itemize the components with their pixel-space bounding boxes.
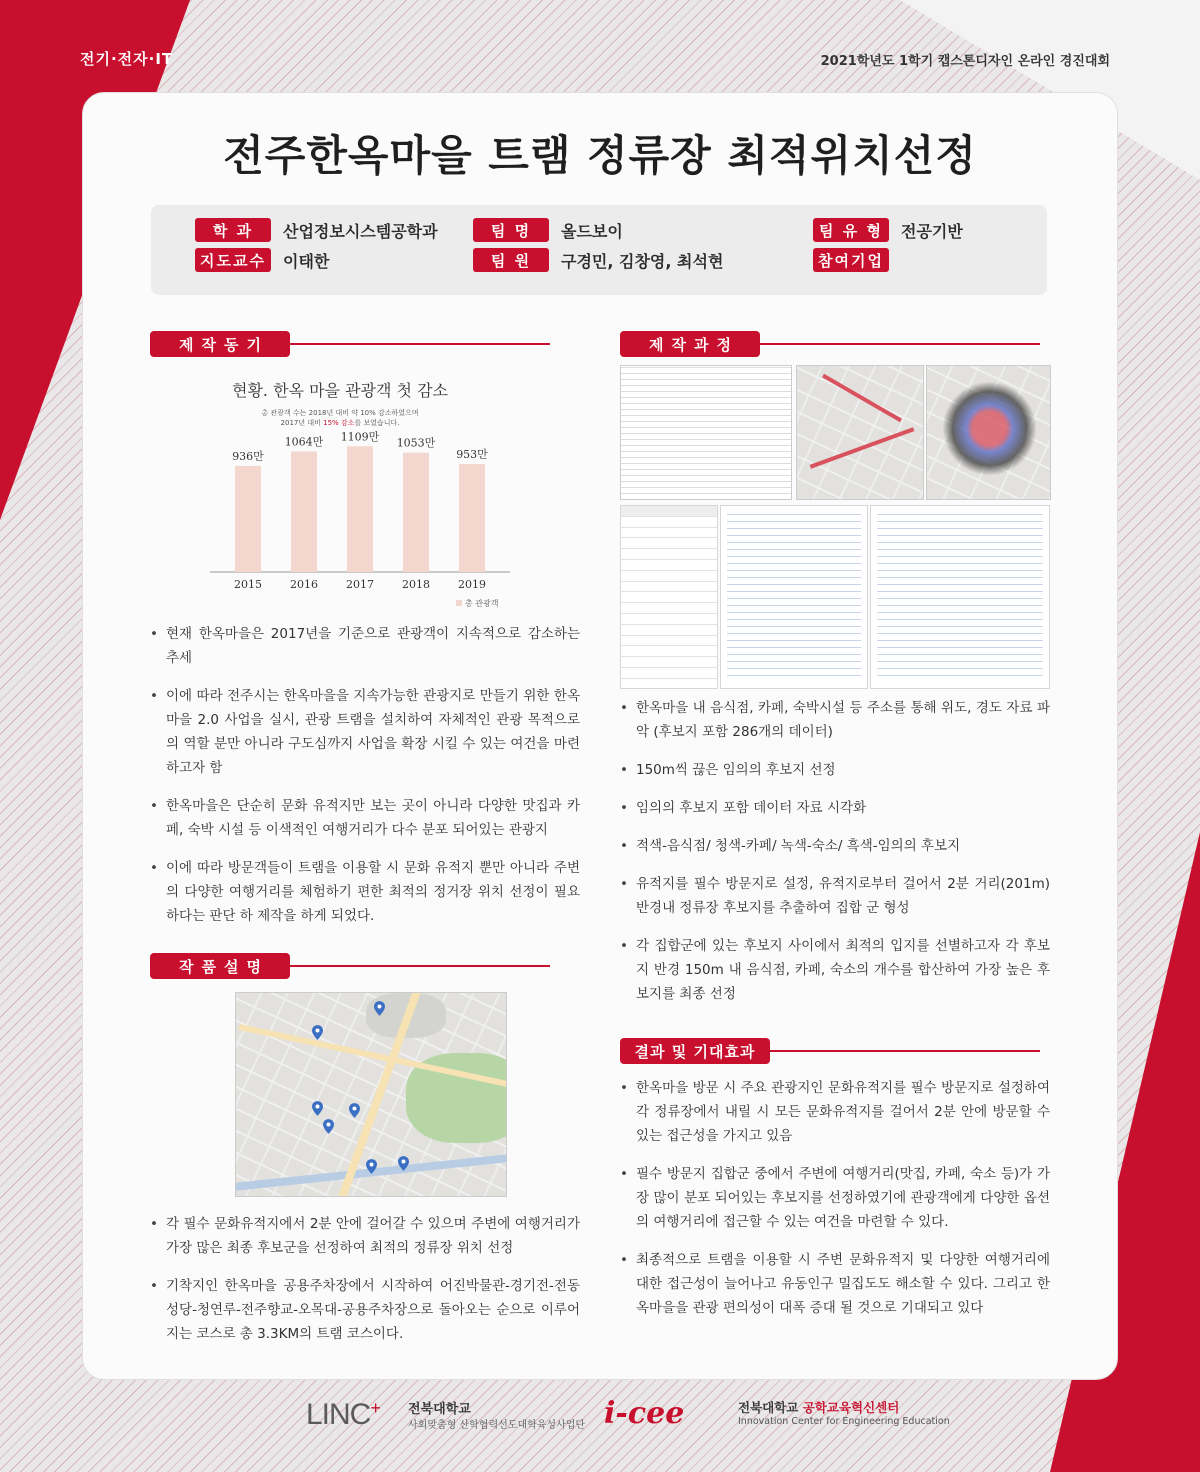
chart-legend-swatch [456, 600, 462, 606]
category-tag: 전기·전자·IT [80, 50, 174, 68]
advisor-value: 이태한 [283, 251, 330, 271]
map-pin-icon [349, 1103, 360, 1118]
linc-logo [306, 1398, 380, 1432]
chart-x-tick-label: 2016 [290, 578, 318, 591]
footer [0, 1392, 1200, 1442]
spreadsheet-rows [621, 366, 791, 499]
chart-bar [403, 453, 429, 572]
chart-data-label: 953만 [456, 447, 488, 461]
table-row [621, 549, 717, 560]
contest-name: 2021학년도 1학기 캡스톤디자인 온라인 경진대회 [820, 54, 1110, 69]
advisor-label: 지도교수 [195, 248, 271, 272]
chart-bar [235, 466, 261, 572]
process-item: • 유적지를 필수 방문지로 설정, 유적지로부터 걸어서 2분 거리(201m) 반경내 정류장 후보지를 추출하여 집합 군 형성 [620, 872, 1050, 920]
team-info-box [151, 205, 1047, 295]
table-row [621, 582, 717, 593]
section-results-heading [620, 1038, 1040, 1064]
code-lines [877, 512, 1043, 682]
process-item: • 150m씩 끊은 임의의 후보지 선정 [620, 758, 1050, 782]
icee-logo: i-cee [604, 1396, 685, 1431]
chart-x-tick-label: 2017 [346, 578, 374, 591]
chart-data-label: 1053만 [396, 436, 436, 450]
map-pin-icon [374, 1001, 385, 1016]
table-cell [621, 506, 653, 516]
motivation-list [150, 622, 580, 942]
info-team-name [473, 218, 623, 242]
code-lines [727, 512, 861, 682]
section-motivation-title: 제작동기 [150, 331, 290, 357]
table-row [621, 657, 717, 668]
table-row [621, 506, 717, 517]
process-item: • 각 집합군에 있는 후보지 사이에서 최적의 입지를 선별하고자 각 후보지 반경 150m 내 음식점, 카페, 숙소의 개수를 합산하여 가장 높은 후보지를 최종 선정 [620, 934, 1050, 1006]
dept-value: 산업정보시스템공학과 [283, 221, 438, 241]
chart-x-tick-label: 2018 [402, 578, 430, 591]
section-process-title: 제작과정 [620, 331, 760, 357]
table-row [621, 560, 717, 571]
linc-university: 전북대학교 [408, 1402, 471, 1417]
chart-bar [459, 464, 485, 572]
section-description-title: 작품설명 [150, 953, 290, 979]
info-advisor [195, 248, 329, 272]
chart-subtitle-part-c: 를 보였습니다. [354, 419, 400, 427]
icee-name [738, 1398, 899, 1416]
team-name-label: 팀 명 [473, 218, 549, 242]
info-company [813, 248, 889, 272]
description-list [150, 1212, 580, 1360]
icee-english-name: Innovation Center for Engineering Education [738, 1416, 950, 1427]
table-row [621, 625, 717, 636]
tram-route-map [235, 992, 507, 1197]
chart-x-tick-label: 2015 [234, 578, 262, 591]
description-item: • 기착지인 한옥마을 공용주차장에서 시작하여 어진박물관-경기전-전동성당-청연루-전주향교-오목대-공용주차장으로 돌아오는 순으로 이루어지는 코스로 총 3.3KM의 트램 코스이다. [150, 1274, 580, 1346]
process-list [620, 696, 1050, 1020]
chart-plot [150, 366, 530, 616]
table-row [621, 668, 717, 679]
chart-legend-label: 총 관광객 [465, 599, 499, 608]
candidate-map-image [796, 365, 924, 500]
section-divider [290, 343, 550, 345]
team-type-label: 팀 유 형 [813, 218, 889, 242]
linc-organization: 사회맞춤형 산학협력선도대학육성사업단 [408, 1420, 586, 1431]
chart-subtitle-highlight: 15% 감소 [323, 419, 355, 427]
chart-data-label: 1109만 [340, 430, 380, 444]
table-row [621, 571, 717, 582]
results-item: • 최종적으로 트램을 이용할 시 주변 문화유적지 및 다양한 여행거리에 대한 접근성이 늘어나고 유동인구 밀집도도 해소할 수 있다. 그리고 한옥마을을 관광 편의성이 대폭 증대 될 것으로 기대되고 있다 [620, 1248, 1050, 1320]
table-cell [685, 506, 717, 516]
map-pin-icon [366, 1159, 377, 1174]
table-row [621, 636, 717, 647]
data-spreadsheet-image [620, 365, 792, 500]
chart-subtitle-part-a: 2017년 대비 [280, 419, 324, 427]
chart-x-tick-label: 2019 [458, 578, 486, 591]
dept-label: 학 과 [195, 218, 271, 242]
results-item: • 필수 방문지 집합군 중에서 주변에 여행거리(맛집, 카페, 숙소 등)가 가장 많이 분포 되어있는 후보지를 선정하였기에 관광객에게 다양한 옵션의 여행거리에 접근할 수 있는 여건을 마련할 수 있다. [620, 1162, 1050, 1234]
map-pin-icon [398, 1156, 409, 1171]
process-item: • 임의의 후보지 포함 데이터 자료 시각화 [620, 796, 1050, 820]
section-divider [760, 343, 1040, 345]
members-label: 팀 원 [473, 248, 549, 272]
description-item: • 각 필수 문화유적지에서 2분 안에 걸어갈 수 있으며 주변에 여행거리가 가장 많은 최종 후보군을 선정하여 최적의 정류장 위치 선정 [150, 1212, 580, 1260]
score-table-image [620, 505, 718, 689]
table-row [621, 614, 717, 625]
chart-data-label: 1064만 [284, 435, 324, 449]
table-row [621, 592, 717, 603]
table-row [621, 528, 717, 539]
process-item: • 적색-음식점/ 청색-카페/ 녹색-숙소/ 흑색-임의의 후보지 [620, 834, 1050, 858]
results-list [620, 1076, 1050, 1334]
section-results-title: 결과 및 기대효과 [620, 1038, 770, 1064]
chart-bar [291, 451, 317, 572]
map-pin-icon [312, 1025, 323, 1040]
linc-logo-text: LINC [306, 1398, 371, 1431]
map-pin-icon [323, 1119, 334, 1134]
table-cell [653, 506, 685, 516]
solver-output-image [870, 505, 1050, 689]
info-dept [195, 218, 438, 242]
table-row [621, 517, 717, 528]
chart-subtitle-line1: 총 관광객 수는 2018년 대비 약 10% 감소하였으며 [261, 409, 419, 417]
results-item: • 한옥마을 방문 시 주요 관광지인 문화유적지를 필수 방문지로 설정하여 각 정류장에서 내릴 시 모든 문화유적지를 걸어서 2분 안에 방문할 수 있는 접근성을 가지고 있음 [620, 1076, 1050, 1148]
team-name-value: 올드보이 [561, 221, 623, 241]
info-team-type [813, 218, 963, 242]
chart-data-label: 936만 [232, 449, 264, 463]
section-motivation-heading [150, 331, 550, 357]
table-row [621, 538, 717, 549]
members-value: 구경민, 김창영, 최석현 [561, 251, 724, 271]
cluster-dots [942, 381, 1037, 476]
team-type-value: 전공기반 [901, 221, 963, 241]
company-label: 참여기업 [813, 248, 889, 272]
motivation-item: • 한옥마을은 단순히 문화 유적지만 보는 곳이 아니라 다양한 맛집과 카페, 숙박 시설 등 이색적인 여행거리가 다수 분포 되어있는 관광지 [150, 794, 580, 842]
chart-title: 현황. 한옥 마을 관광객 첫 감소 [232, 381, 448, 400]
linc-logo-plus: + [370, 1398, 380, 1418]
icee-university: 전북대학교 [738, 1400, 803, 1415]
process-item: • 한옥마을 내 음식점, 카페, 숙박시설 등 주소를 통해 위도, 경도 자료 파악 (후보지 포함 286개의 데이터) [620, 696, 1050, 744]
model-code-image [720, 505, 868, 689]
section-divider [770, 1050, 1040, 1052]
table-row [621, 646, 717, 657]
chart-bar [347, 446, 373, 572]
section-divider [290, 965, 550, 967]
cluster-map-image [926, 365, 1051, 500]
info-members [473, 248, 723, 272]
section-process-heading [620, 331, 1040, 357]
motivation-item: • 이에 따라 방문객들이 트램을 이용할 시 문화 유적지 뿐만 아니라 주변의 다양한 여행거리를 체험하기 편한 최적의 정거장 위치 선정이 필요하다는 판단 하 제작을 하게 되었다. [150, 856, 580, 928]
map-pin-icon [312, 1101, 323, 1116]
icee-center: 공학교육혁신센터 [802, 1400, 900, 1415]
motivation-item: • 이에 따라 전주시는 한옥마을을 지속가능한 관광지로 만들기 위한 한옥마을 2.0 사업을 실시, 관광 트램을 설치하여 자체적인 관광 목적으로의 역할 분만 아니라 구도심까지 사업을 확장 시킬 수 있는 여건을 마련하고자 함 [150, 684, 580, 780]
tourist-chart [150, 366, 530, 616]
section-description-heading [150, 953, 550, 979]
poster-title: 전주한옥마을 트램 정류장 최적위치선정 [223, 131, 977, 180]
table-row [621, 603, 717, 614]
motivation-item: • 현재 한옥마을은 2017년을 기준으로 관광객이 지속적으로 감소하는 추세 [150, 622, 580, 670]
